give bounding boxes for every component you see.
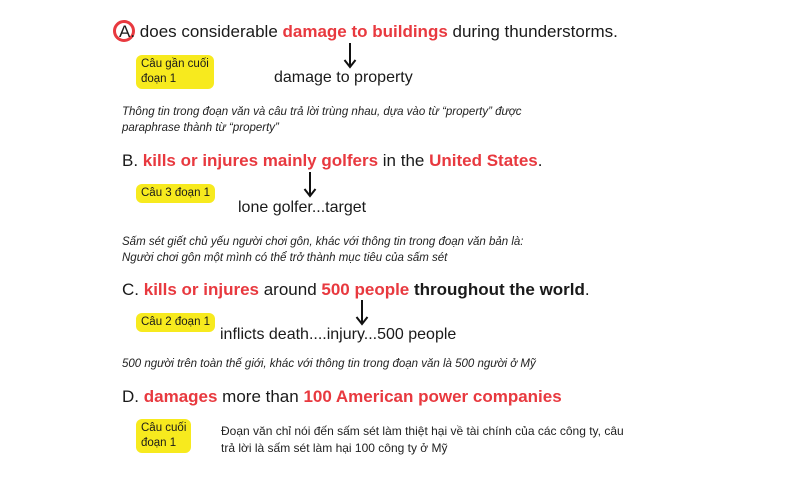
option-b-letter: B. [122, 151, 143, 170]
arrow-down-icon [303, 172, 317, 198]
arrow-down-icon [343, 43, 357, 69]
note-b-line-2: Người chơi gôn một mình có thể trở thành mục tiêu của sấm sét [122, 252, 448, 264]
option-c-highlight-2: 500 people [321, 280, 410, 299]
tag-option-b [136, 184, 215, 203]
option-b-text-2: . [537, 151, 543, 170]
note-c [122, 356, 536, 372]
tag-d-line-2: đoạn 1 [141, 437, 177, 449]
tag-option-c [136, 313, 215, 332]
note-a-line-1: Thông tin trong đoạn văn và câu trả lời trùng nhau, dựa vào từ “property” được [122, 106, 522, 118]
option-c-letter: C. [122, 280, 144, 299]
option-a-letter: A. [119, 22, 136, 41]
tag-c-line-1: Câu 2 đoạn 1 [141, 316, 211, 328]
paraphrase-c: inflicts death....injury...500 people [220, 326, 457, 343]
tag-a-line-2: đoạn 1 [141, 73, 177, 85]
note-a-line-2: paraphrase thành từ “property” [122, 122, 279, 134]
arrow-down-icon [355, 300, 369, 326]
tag-d-line-1: Câu cuối [141, 422, 187, 434]
option-d-highlight-1: damages [143, 387, 218, 406]
tag-option-a [136, 55, 214, 89]
note-d-line-1: Đoạn văn chỉ nói đến sấm sét làm thiệt hại về tài chính của các công ty, câu [221, 424, 624, 438]
option-a-highlight: damage to buildings [282, 22, 448, 41]
option-b-text-1: in the [378, 151, 430, 170]
option-c-bold: throughout the world [414, 280, 585, 299]
option-b-highlight-1: kills or injures mainly golfers [142, 151, 379, 170]
option-a [119, 22, 618, 42]
option-c-text-3: . [584, 280, 590, 299]
paraphrase-a: damage to property [274, 69, 413, 86]
option-d-highlight-2: 100 American power companies [303, 387, 562, 406]
option-c-highlight-1: kills or injures [143, 280, 259, 299]
note-b [122, 234, 524, 266]
option-d-letter: D. [122, 387, 144, 406]
option-c [122, 280, 590, 300]
note-b-line-1: Sấm sét giết chủ yếu người chơi gôn, khác với thông tin trong đoạn văn bản là: [122, 236, 524, 248]
note-a [122, 104, 522, 136]
note-d-line-2: trả lời là sấm sét làm hại 100 công ty ở Mỹ [221, 441, 448, 455]
tag-option-d [136, 419, 191, 453]
option-d [122, 387, 562, 407]
tag-a-line-1: Câu gần cuối [141, 58, 209, 70]
option-a-text-2: during thunderstorms. [447, 22, 618, 41]
tag-b-line-1: Câu 3 đoạn 1 [141, 187, 211, 199]
option-b [122, 151, 542, 171]
option-a-text-1: does considerable [135, 22, 283, 41]
option-d-text-1: more than [217, 387, 304, 406]
option-b-highlight-2: United States [429, 151, 538, 170]
option-c-text-1: around [259, 280, 322, 299]
note-d [221, 423, 624, 457]
paraphrase-b: lone golfer...target [238, 199, 367, 216]
note-c-line-1: 500 người trên toàn thế giới, khác với thông tin trong đoạn văn là 500 người ở Mỹ [122, 358, 536, 370]
